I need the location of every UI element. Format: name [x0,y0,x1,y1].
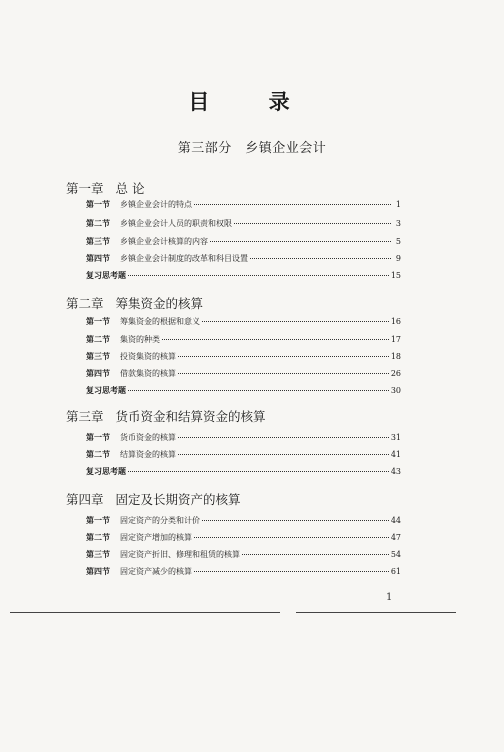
section-title: 借款集资的核算 [120,369,176,378]
toc-entry[interactable] [86,253,401,265]
section-title: 筹集资金的根据和意义 [120,317,200,326]
leader-dots [194,571,389,572]
chapter-heading [66,407,266,425]
toc-entry[interactable] [86,199,401,211]
toc-entry-review[interactable] [86,466,401,478]
leader-dots [178,454,389,455]
section-number: 第三节 [86,549,110,559]
page-number: 47 [390,533,401,542]
section-number: 第一节 [86,432,110,442]
toc-entry[interactable] [86,351,401,363]
leader-dots [202,321,389,322]
section-number: 第四节 [86,566,110,576]
section-title: 固定资产折旧、修理和租赁的核算 [120,550,240,559]
leader-dots [178,356,389,357]
toc-entry[interactable] [86,549,401,561]
toc-entry[interactable] [86,236,401,248]
chapter-heading [66,294,203,312]
page-number: 43 [390,467,401,476]
page-number: 3 [395,219,401,228]
page-number: 9 [395,254,401,263]
chapter-number: 第二章 [66,296,104,311]
section-number: 第四节 [86,368,110,378]
leader-dots [178,373,389,374]
page-number: 16 [390,317,401,326]
toc-entry[interactable] [86,432,401,444]
page-number: 61 [390,567,401,576]
section-number: 第二节 [86,334,110,344]
toc-entry-review[interactable] [86,385,401,397]
section-number: 第三节 [86,236,110,246]
chapter-heading [66,490,241,508]
section-number: 第一节 [86,515,110,525]
section-title: 结算资金的核算 [120,450,176,459]
toc-entry-review[interactable] [86,270,401,282]
section-title: 复习思考题 [86,270,126,280]
toc-entry[interactable] [86,334,401,346]
section-number: 第二节 [86,218,110,228]
page-number: 41 [390,450,401,459]
section-title: 固定资产的分类和计价 [120,516,200,525]
chapter-number: 第三章 [66,409,104,424]
section-title: 乡镇企业会计人员的职责和权限 [120,219,232,228]
section-title: 货币资金的核算 [120,433,176,442]
page-number: 1 [395,200,401,209]
toc-entry[interactable] [86,515,401,527]
page-number: 44 [390,516,401,525]
page-number: 54 [390,550,401,559]
leader-dots [128,471,389,472]
section-title: 乡镇企业会计核算的内容 [120,237,208,246]
section-title: 乡镇企业会计的特点 [120,200,192,209]
chapter-number: 第四章 [66,492,104,507]
toc-entry[interactable] [86,218,401,230]
leader-dots [242,554,389,555]
section-number: 第四节 [86,253,110,263]
chapter-heading [66,179,145,197]
section-title: 乡镇企业会计制度的改革和科目设置 [120,254,248,263]
page-number: 26 [390,369,401,378]
toc-entry[interactable] [86,368,401,380]
chapter-number: 第一章 [66,181,104,196]
page-title: 目 录 [188,89,316,114]
leader-dots [234,223,391,224]
leader-dots [128,275,389,276]
toc-entry[interactable] [86,532,401,544]
section-number: 第二节 [86,449,110,459]
page-number: 31 [390,433,401,442]
leader-dots [202,520,389,521]
leader-dots [250,258,391,259]
leader-dots [162,339,389,340]
toc-entry[interactable] [86,566,401,578]
section-number: 第二节 [86,532,110,542]
section-title: 投资集资的核算 [120,352,176,361]
leader-dots [178,437,389,438]
section-number: 第一节 [86,199,110,209]
part-title: 第三部分 乡镇企业会计 [177,141,327,156]
section-title: 固定资产减少的核算 [120,567,192,576]
bottom-rule-right [296,612,456,613]
leader-dots [194,204,391,205]
section-title: 集资的种类 [120,335,160,344]
section-title: 复习思考题 [86,466,126,476]
leader-dots [210,241,391,242]
toc-entry[interactable] [86,316,401,328]
section-title: 固定资产增加的核算 [120,533,192,542]
section-number: 第一节 [86,316,110,326]
page-number: 17 [390,335,401,344]
chapter-title: 货币资金和结算资金的核算 [115,409,266,424]
chapter-title: 固定及长期资产的核算 [115,492,241,507]
page-footer-mark: 1 [386,592,393,603]
page-number: 18 [390,352,401,361]
section-number: 第三节 [86,351,110,361]
page-number: 15 [390,271,401,280]
section-title: 复习思考题 [86,385,126,395]
chapter-title: 总 论 [115,181,145,196]
chapter-title: 筹集资金的核算 [115,296,204,311]
leader-dots [128,390,389,391]
bottom-rule-left [10,612,280,613]
page-number: 5 [395,237,401,246]
leader-dots [194,537,389,538]
page-number: 30 [390,386,401,395]
toc-entry[interactable] [86,449,401,461]
